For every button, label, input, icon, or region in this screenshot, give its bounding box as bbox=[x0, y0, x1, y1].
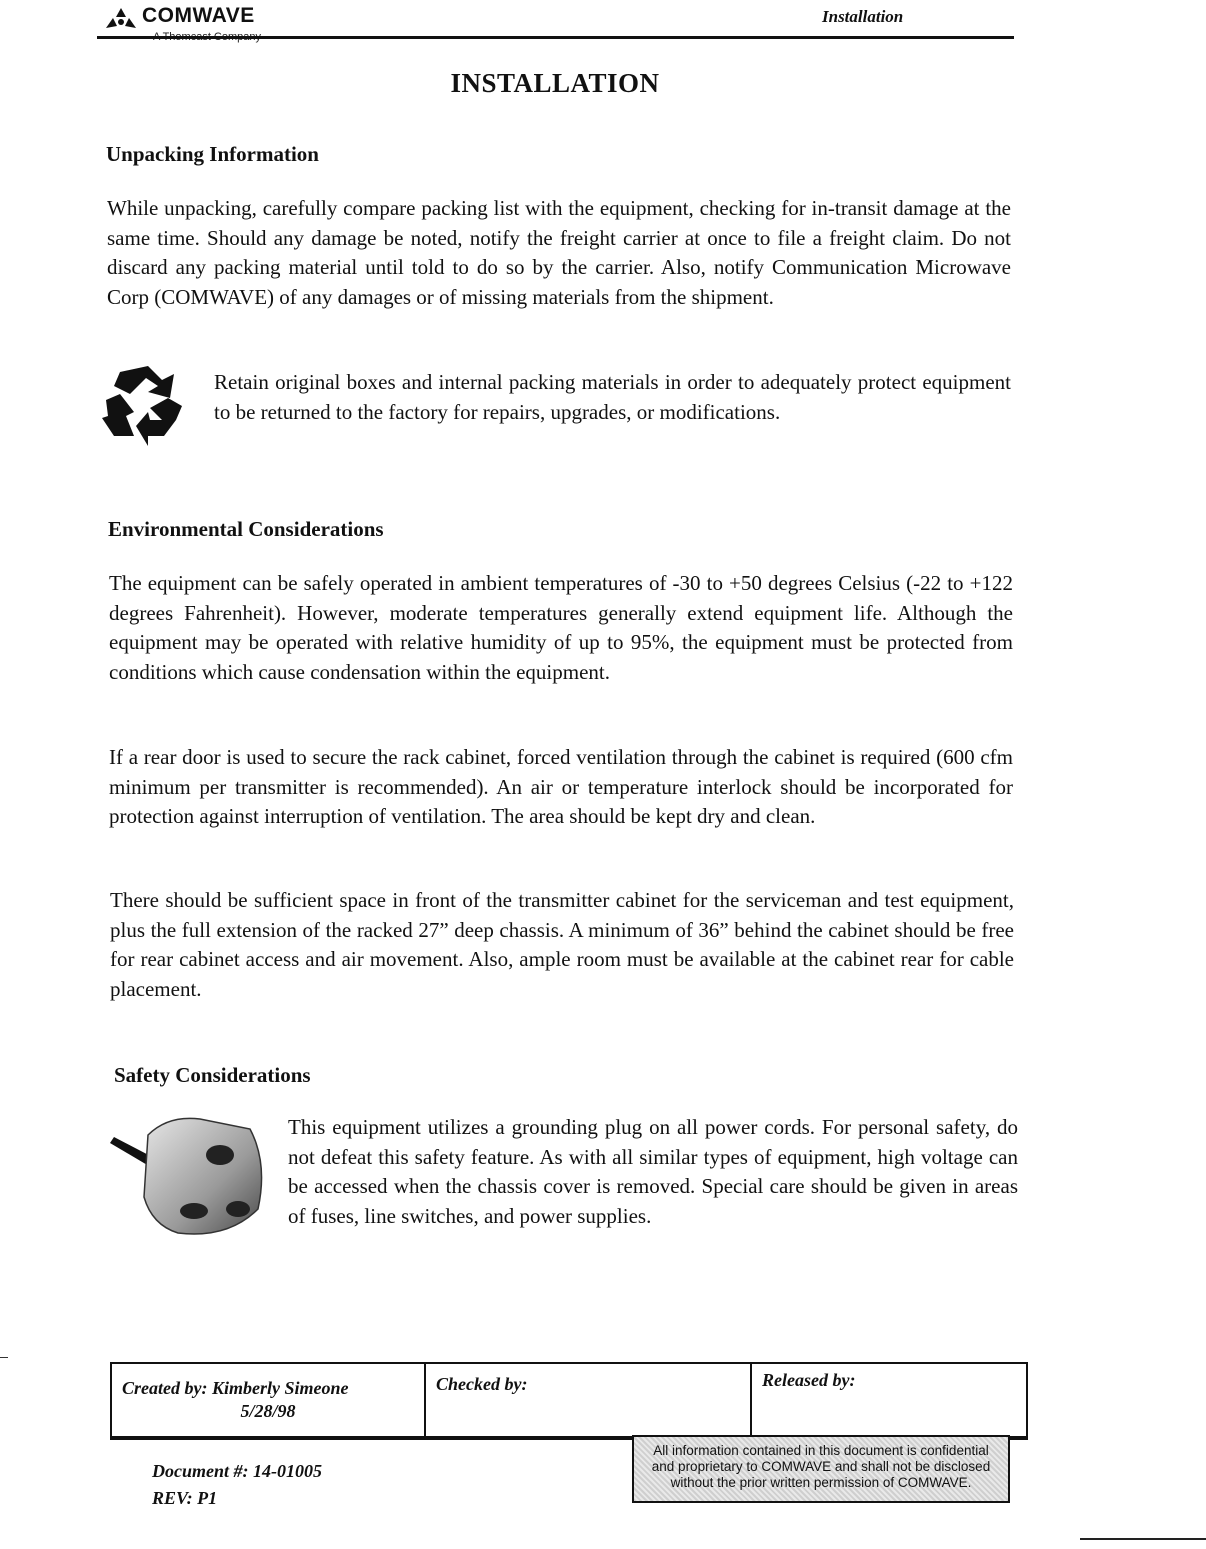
page-title: INSTALLATION bbox=[450, 68, 660, 98]
header-section-label: Installation bbox=[822, 7, 904, 26]
comwave-logo-icon bbox=[102, 6, 140, 30]
unpacking-heading: Unpacking Information bbox=[106, 142, 319, 166]
bottom-rule bbox=[1080, 1538, 1206, 1540]
safety-heading: Safety Considerations bbox=[114, 1063, 311, 1087]
created-by: Created by: Kimberly Simeone bbox=[122, 1378, 349, 1398]
document-info bbox=[152, 1458, 322, 1512]
unpacking-paragraph: While unpacking, carefully compare packing list with the equipment, checking for in-transit damage at the same time. Should any damage be noted, notify the freight carrier at once to file a freight claim. Do not discard any packing material until told to do so by the carrier. Also, notify Communication Microwave Corp (COMWAVE) of any damages or of missing materials from the shipment. bbox=[107, 196, 1011, 309]
confidential-line-3: without the prior written permission of COMWAVE. bbox=[670, 1475, 972, 1490]
checked-by: Checked by: bbox=[436, 1374, 528, 1394]
header-rule bbox=[97, 36, 1014, 39]
revision: REV: P1 bbox=[152, 1488, 218, 1508]
signoff-table bbox=[110, 1362, 1028, 1440]
released-by-cell bbox=[752, 1364, 1026, 1436]
retain-boxes-note: Retain original boxes and internal packing materials in order to adequately protect equipment to be returned to the factory for repairs, upgrades, or modifications. bbox=[214, 370, 1011, 424]
released-by: Released by: bbox=[762, 1370, 856, 1390]
safety-paragraph: This equipment utilizes a grounding plug on all power cords. For personal safety, do not defeat this safety feature. As with all similar types of equipment, high voltage can be accessed when the chassis cover is removed. Special care should be given in areas of fuses, line switches, and power supplies. bbox=[288, 1115, 1018, 1228]
created-date: 5/28/98 bbox=[240, 1401, 296, 1421]
confidentiality-notice bbox=[632, 1435, 1010, 1503]
environmental-paragraph-space: There should be sufficient space in front of the transmitter cabinet for the serviceman and test equipment, plus the full extension of the racked 27” deep chassis. A minimum of 36” behind the cabinet should be free for rear cabinet access and air movement. Also, ample room must be available at the cabinet rear for cable placement. bbox=[110, 888, 1014, 1001]
environmental-paragraph-temperature: The equipment can be safely operated in ambient temperatures of -30 to +50 degrees Celsius (-22 to +122 degrees Fahrenheit). However, moderate temperatures generally extend equipment life. Although the equipment may be operated with relative humidity of up to 95%, the equipment must be protected from conditions which cause condensation within the equipment. bbox=[109, 571, 1013, 684]
checked-by-cell bbox=[426, 1364, 752, 1436]
recycle-icon bbox=[100, 364, 186, 448]
confidential-line-1: All information contained in this document is confidential bbox=[653, 1443, 989, 1458]
created-by-cell bbox=[112, 1364, 426, 1436]
environmental-heading: Environmental Considerations bbox=[108, 517, 384, 541]
confidential-line-2: and proprietary to COMWAVE and shall not be disclosed bbox=[651, 1459, 991, 1474]
margin-tick bbox=[0, 1357, 8, 1358]
document-number: Document #: 14-01005 bbox=[152, 1461, 322, 1481]
company-name: COMWAVE bbox=[142, 4, 255, 27]
environmental-paragraph-ventilation: If a rear door is used to secure the rack cabinet, forced ventilation through the cabinet is required (600 cfm minimum per transmitter is recommended). An air or temperature interlock should be incorporated for protection against interruption of ventilation. The area should be kept dry and clean. bbox=[109, 745, 1013, 829]
grounding-plug-icon bbox=[108, 1113, 273, 1243]
